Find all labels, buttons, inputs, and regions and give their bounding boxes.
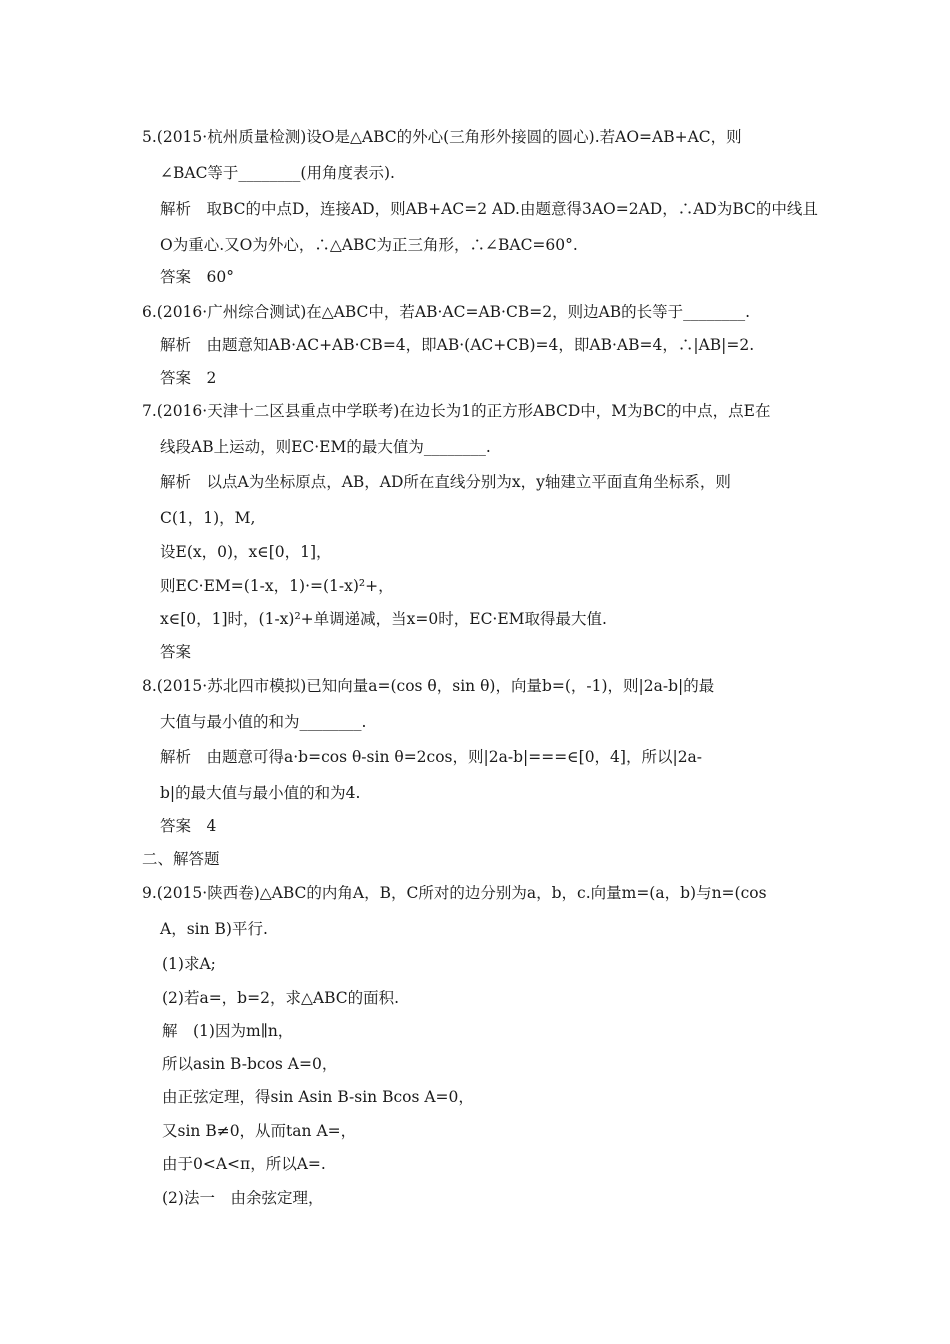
problem-9-solution-line-2: 所以asin B-bcos A=0， [162,1055,338,1073]
problem-7-analysis-line-3: 设E(x，0)，x∈[0，1]， [160,543,332,561]
problem-7-line-1: 7.(2016·天津十二区县重点中学联考)在边长为1的正方形ABCD中，M为BC的中点，点E在 [142,402,771,420]
problem-8-analysis-line-1: 解析 由题意可得a·b=cos θ-sin θ=2cos，则|2a-b|===∈[0，4]，所以|2a- [160,748,703,766]
problem-8-answer: 答案 4 [160,817,217,835]
problem-6-line-1: 6.(2016·广州综合测试)在△ABC中，若AB·AC=AB·CB=2，则边AB的长等于________. [142,303,751,321]
problem-9-solution-line-1: 解 (1)因为m∥n， [162,1022,294,1040]
problem-6-analysis: 解析 由题意知AB·AC+AB·CB=4，即AB·(AC+CB)=4，即AB·AB=4，∴|AB|=2. [160,336,755,354]
problem-7-analysis-line-1: 解析 以点A为坐标原点，AB，AD所在直线分别为x，y轴建立平面直角坐标系，则 [160,473,731,491]
section-heading-answers: 二、解答题 [142,850,220,868]
problem-5-line-2: ∠BAC等于________(用角度表示). [160,164,395,182]
problem-9-solution-line-3: 由正弦定理，得sin Asin B-sin Bcos A=0， [162,1088,474,1106]
problem-7-answer: 答案 [160,643,192,661]
problem-5-answer: 答案 60° [160,268,234,286]
problem-8-line-2: 大值与最小值的和为________. [160,713,367,731]
problem-9-line-1: 9.(2015·陕西卷)△ABC的内角A，B，C所对的边分别为a，b，c.向量m=(a，b)与n=(cos [142,884,767,902]
problem-8-analysis-line-2: b|的最大值与最小值的和为4. [160,784,361,802]
problem-9-solution-line-4: 又sin B≠0，从而tan A=， [162,1122,357,1140]
problem-9-line-2: A，sin B)平行. [160,920,268,938]
problem-9-solution-line-5: 由于0<A<π，所以A=. [162,1155,326,1173]
problem-5-line-1: 5.(2015·杭州质量检测)设O是△ABC的外心(三角形外接圆的圆心).若AO=AB+AC，则 [142,128,742,146]
problem-9-solution-line-6: (2)法一 由余弦定理， [162,1189,324,1207]
problem-8-line-1: 8.(2015·苏北四市模拟)已知向量a=(cos θ，sin θ)，向量b=(，-1)，则|2a-b|的最 [142,677,715,695]
problem-7-analysis-line-4: 则EC·EM=(1-x，1)·=(1-x)²+， [160,577,394,595]
problem-6-answer: 答案 2 [160,369,217,387]
problem-7-analysis-line-5: x∈[0，1]时，(1-x)²+单调递减，当x=0时，EC·EM取得最大值. [160,610,607,628]
problem-5-analysis-line-2: O为重心.又O为外心，∴△ABC为正三角形，∴∠BAC=60°. [160,236,578,254]
problem-7-line-2: 线段AB上运动，则EC·EM的最大值为________. [160,438,491,456]
problem-9-part-1: (1)求A; [162,955,216,973]
problem-9-part-2: (2)若a=，b=2，求△ABC的面积. [162,989,400,1007]
problem-7-analysis-line-2: C(1，1)，M, [160,509,256,527]
problem-5-analysis-line-1: 解析 取BC的中点D，连接AD，则AB+AC=2 AD.由题意得3AO=2AD，∴AD为BC的中线且 [160,200,818,218]
